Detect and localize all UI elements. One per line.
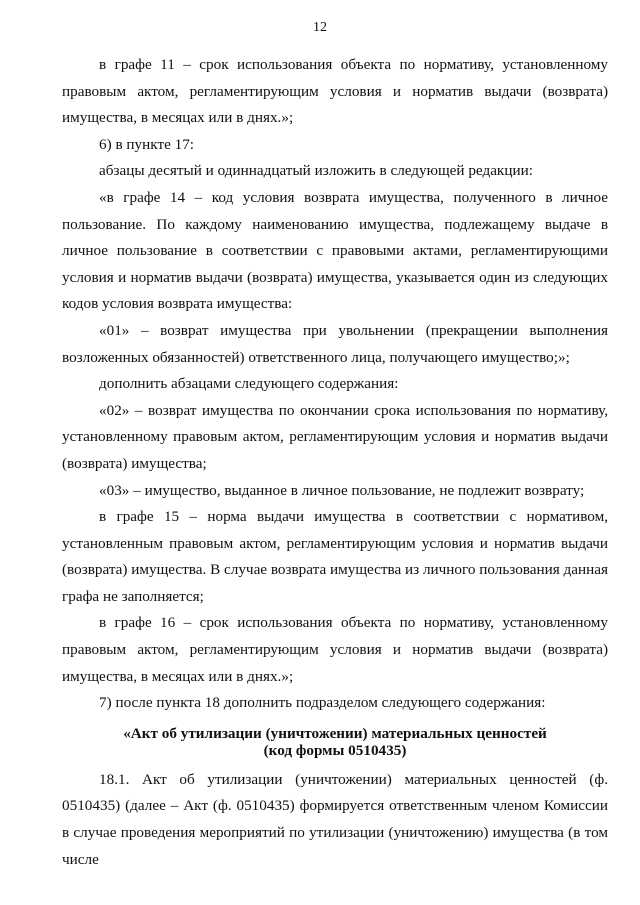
paragraph: 18.1. Акт об утилизации (уничтожении) материальных ценностей (ф. 0510435) (далее – Акт (ф. 0510435) формируется ответственным членом Комиссии в случае проведения мероприятий по утилизации (уничтожению) имущества (в том числе bbox=[62, 770, 608, 868]
paragraph: в графе 11 – срок использования объекта по нормативу, установленному правовым актом, регламентирующим условия и норматив выдачи (возврата) имущества, в месяцах или в днях.»; bbox=[62, 56, 608, 127]
paragraph: «в графе 14 – код условия возврата имущества, полученного в личное пользование. По каждому наименованию имущества, подлежащему выдаче в личное пользование в соответствии с правовыми актами, регламентирующими условия и норматив выдачи (возврата) имущества, указывается один из следующих кодов условия возврата имущества: bbox=[62, 188, 608, 313]
document-body bbox=[62, 52, 608, 873]
list-item: 6) в пункте 17: bbox=[99, 135, 195, 153]
paragraph: «01» – возврат имущества при увольнении (прекращении выполнения возложенных обязанностей) ответственного лица, получающего имущество;»; bbox=[62, 321, 608, 366]
page-number: 12 bbox=[313, 20, 327, 35]
paragraph: в графе 15 – норма выдачи имущества в соответствии с нормативом, установленным правовым актом, регламентирующим условия и норматив выдачи (возврата) имущества. В случае возврата имущества из личного пользования данная графа не заполняется; bbox=[62, 508, 608, 605]
paragraph: «03» – имущество, выданное в личное пользование, не подлежит возврату; bbox=[99, 481, 585, 499]
section-heading bbox=[62, 717, 608, 767]
list-item: 7) после пункта 18 дополнить подразделом следующего содержания: bbox=[99, 694, 546, 712]
paragraph: дополнить абзацами следующего содержания: bbox=[99, 375, 399, 393]
paragraph: абзацы десятый и одиннадцатый изложить в следующей редакции: bbox=[99, 162, 533, 180]
section-heading-line: (код формы 0510435) bbox=[263, 741, 407, 759]
paragraph: в графе 16 – срок использования объекта по нормативу, установленному правовым актом, регламентирующим условия и норматив выдачи (возврата) имущества, в месяцах или в днях.»; bbox=[62, 614, 608, 685]
section-heading-line: «Акт об утилизации (уничтожении) материальных ценностей bbox=[123, 724, 547, 742]
paragraph: «02» – возврат имущества по окончании срока использования по нормативу, установленному правовым актом, регламентирующим условия и норматив выдачи (возврата) имущества; bbox=[62, 401, 608, 472]
